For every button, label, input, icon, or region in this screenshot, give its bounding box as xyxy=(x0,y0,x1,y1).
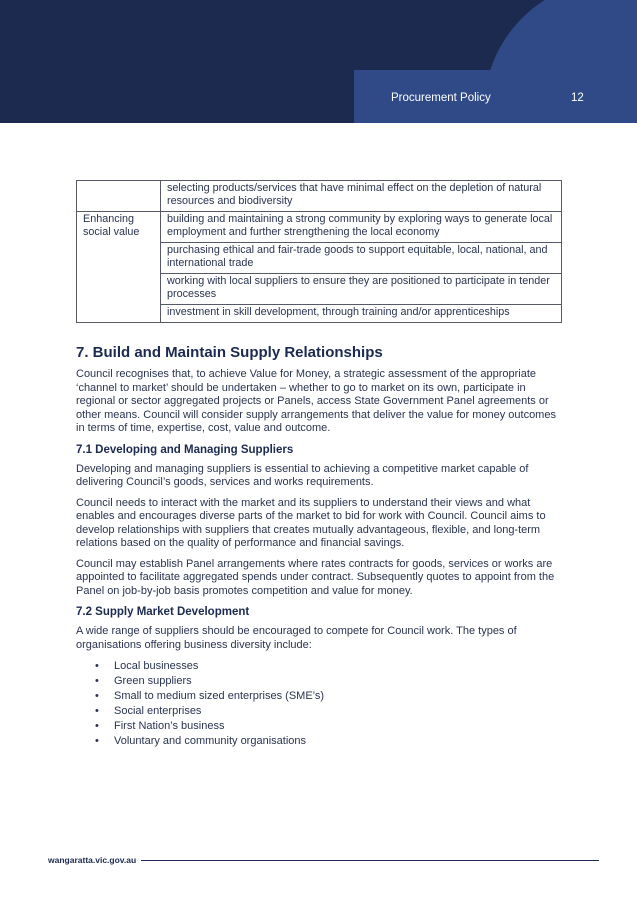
section-7-2-heading: 7.2 Supply Market Development xyxy=(76,606,250,618)
document-title: Procurement Policy xyxy=(391,92,491,104)
page-header xyxy=(0,0,637,123)
table-criteria-cell: selecting products/services that have minimal effect on the depletion of natural resources and biodiversity xyxy=(161,181,562,212)
list-item-label: First Nation’s business xyxy=(114,720,225,732)
table-category-cell: Enhancing social value xyxy=(77,212,161,323)
list-item xyxy=(76,659,562,674)
table-criteria-cell: investment in skill development, through training and/or apprenticeships xyxy=(161,305,562,323)
section-7-1-paragraph: Council needs to interact with the market and its suppliers to understand their views and what enables and encourages diverse parts of the market to bid for work with Council. Council aims to develop relationships with suppliers that creates mutually advantageous, flexible, and long-term relations based on the quality of performance and financial savings. xyxy=(76,496,546,549)
bullet-icon: • xyxy=(95,690,99,702)
list-item-label: Green suppliers xyxy=(114,675,192,687)
list-item xyxy=(76,719,562,734)
list-item-label: Social enterprises xyxy=(114,705,202,717)
section-7-1-heading: 7.1 Developing and Managing Suppliers xyxy=(76,443,294,456)
section-7-1-paragraph: Developing and managing suppliers is essential to achieving a competitive market capable of delivering Council’s goods, services and works requirements. xyxy=(76,462,529,488)
table-row xyxy=(77,212,562,243)
list-item xyxy=(76,689,562,704)
criteria-table xyxy=(76,180,562,323)
list-item-label: Local businesses xyxy=(114,660,199,672)
bullet-icon: • xyxy=(95,720,99,732)
section-7-2-intro: A wide range of suppliers should be encouraged to compete for Council work. The types of organisations offering business diversity include: xyxy=(76,625,517,651)
list-item-label: Voluntary and community organisations xyxy=(114,735,306,747)
bullet-icon: • xyxy=(95,735,99,747)
list-item xyxy=(76,734,562,749)
supplier-types-list xyxy=(76,659,562,749)
footer-website-link[interactable]: wangaratta.vic.gov.au xyxy=(48,855,137,865)
table-category-cell xyxy=(77,181,161,212)
table-criteria-cell: working with local suppliers to ensure they are positioned to participate in tender processes xyxy=(161,274,562,305)
bullet-icon: • xyxy=(95,675,99,687)
section-7-intro: Council recognises that, to achieve Value for Money, a strategic assessment of the appropriate ‘channel to market’ should be undertaken – whether to go to market on its own, participate in regional or sector aggregated projects or Panels, access State Government Panel agreements or other means. Council will consider supply arrangements that deliver the value for money outcomes in terms of time, expertise, cost, value and outcome. xyxy=(76,368,556,434)
table-row xyxy=(77,181,562,212)
section-7-heading: 7. Build and Maintain Supply Relationships xyxy=(76,344,383,361)
page-number: 12 xyxy=(571,92,584,104)
section-7-1-paragraph: Council may establish Panel arrangements where rates contracts for goods, services or works are appointed to facilitate aggregated spends under contract. Subsequently quotes to appoint from the Panel on job-by-job basis promotes competition and value for money. xyxy=(76,557,555,597)
bullet-icon: • xyxy=(95,705,99,717)
bullet-icon: • xyxy=(95,660,99,672)
list-item xyxy=(76,674,562,689)
table-criteria-cell: purchasing ethical and fair-trade goods to support equitable, local, national, and international trade xyxy=(161,243,562,274)
list-item xyxy=(76,704,562,719)
table-criteria-cell: building and maintaining a strong community by exploring ways to generate local employment and further strengthening the local economy xyxy=(161,212,562,243)
footer-divider xyxy=(141,860,599,861)
page-content xyxy=(76,180,562,749)
list-item-label: Small to medium sized enterprises (SME’s) xyxy=(114,690,325,702)
